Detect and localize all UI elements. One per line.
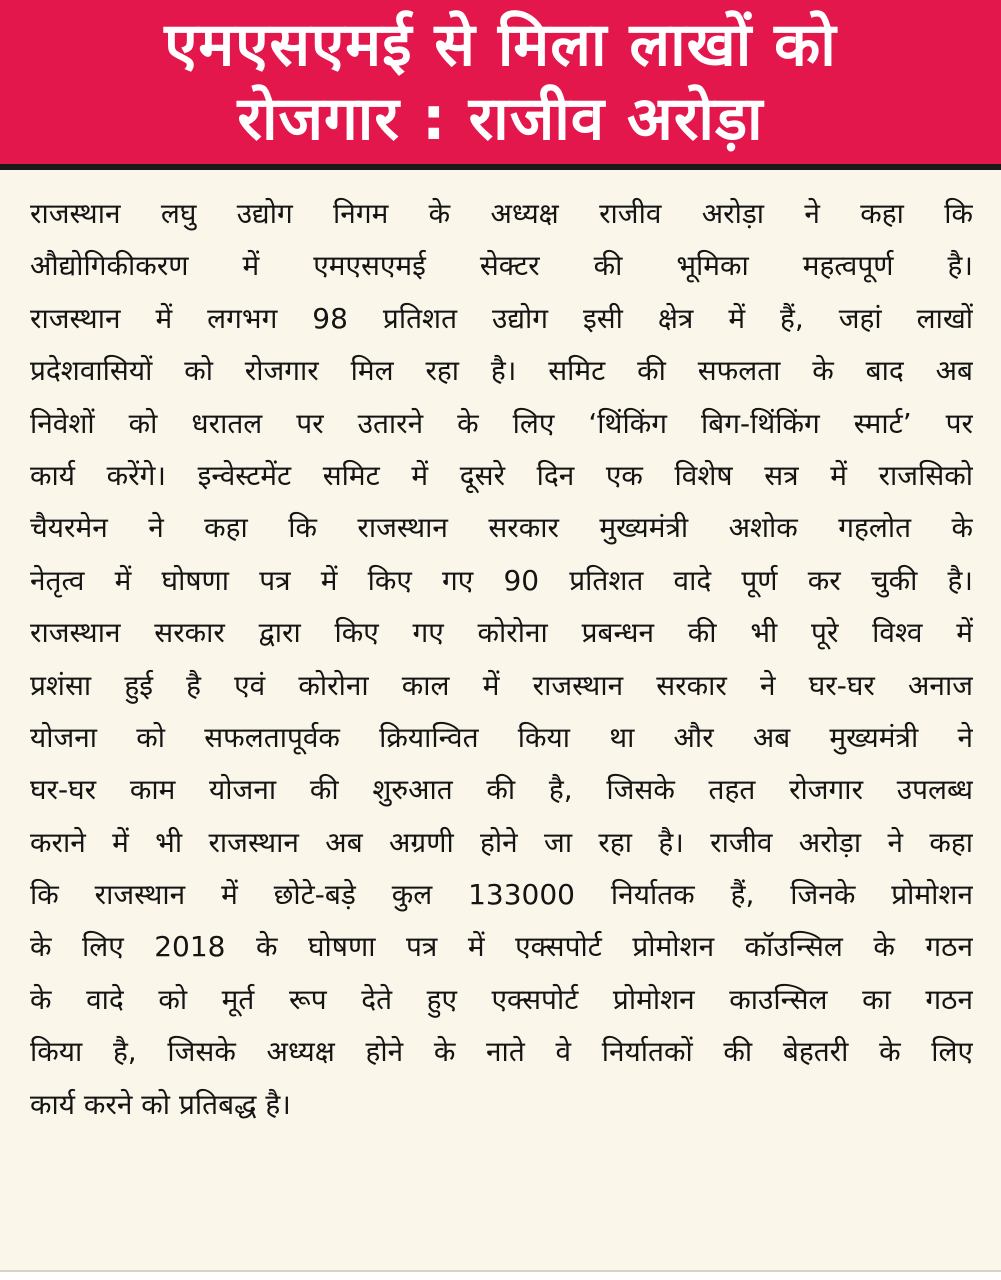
article-line: प्रशंसा हुई है एवं कोरोना काल में राजस्थान सरकार ने घर-घर अनाज (30, 668, 973, 702)
article-line: कराने में भी राजस्थान अब अग्रणी होने जा रहा है। राजीव अरोड़ा ने कहा (30, 825, 973, 859)
article-line: नेतृत्व में घोषणा पत्र में किए गए 90 प्रतिशत वादे पूर्ण कर चुकी है। (30, 563, 973, 597)
article-body (0, 170, 1001, 1270)
headline-banner (0, 0, 1001, 170)
article-line: राजस्थान सरकार द्वारा किए गए कोरोना प्रबन्धन की भी पूरे विश्व में (30, 616, 973, 650)
article-line: चैयरमेन ने कहा कि राजस्थान सरकार मुख्यमंत्री अशोक गहलोत के (30, 511, 973, 545)
article-line: निवेशों को धरातल पर उतारने के लिए ‘थिंकिंग बिग-थिंकिंग स्मार्ट’ पर (30, 406, 973, 440)
headline-line-2: रोजगार : राजीव अरोड़ा (237, 84, 764, 154)
article-line: राजस्थान में लगभग 98 प्रतिशत उद्योग इसी क्षेत्र में हैं, जहां लाखों (30, 301, 973, 335)
article-line: घर-घर काम योजना की शुरुआत की है, जिसके तहत रोजगार उपलब्ध (30, 773, 973, 807)
article-line: किया है, जिसके अध्यक्ष होने के नाते वे निर्यातकों की बेहतरी के लिए (30, 1035, 973, 1069)
article-line: कार्य करेंगे। इन्वेस्टमेंट समिट में दूसरे दिन एक विशेष सत्र में राजसिको (30, 458, 973, 492)
headline-line-1: एमएसएमई से मिला लाखों को (164, 10, 837, 80)
article-line: प्रदेशवासियों को रोजगार मिल रहा है। समिट की सफलता के बाद अब (30, 354, 973, 388)
article-line-last: कार्य करने को प्रतिबद्ध है। (30, 1087, 291, 1121)
article-line: के लिए 2018 के घोषणा पत्र में एक्सपोर्ट प्रोमोशन कॉउन्सिल के गठन (30, 930, 973, 964)
article-line: कि राजस्थान में छोटे-बड़े कुल 133000 निर्यातक हैं, जिनके प्रोमोशन (30, 878, 973, 912)
article-line: औद्योगिकीकरण में एमएसएमई सेक्टर की भूमिका महत्वपूर्ण है। (30, 249, 973, 283)
bottom-divider (0, 1270, 1001, 1280)
article-line: योजना को सफलतापूर्वक क्रियान्वित किया था और अब मुख्यमंत्री ने (30, 720, 973, 754)
article-line: के वादे को मूर्त रूप देते हुए एक्सपोर्ट प्रोमोशन काउन्सिल का गठन (30, 982, 973, 1016)
article-line: राजस्थान लघु उद्योग निगम के अध्यक्ष राजीव अरोड़ा ने कहा कि (30, 197, 973, 230)
